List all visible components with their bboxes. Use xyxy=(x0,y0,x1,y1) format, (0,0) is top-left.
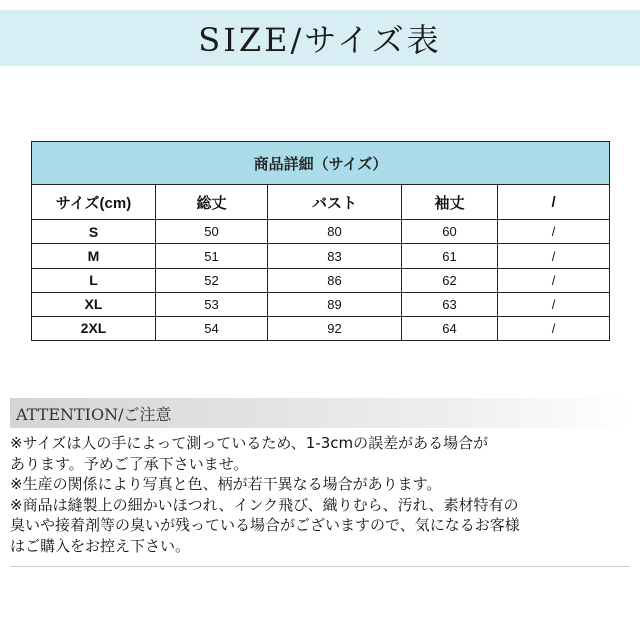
table-cell: 50 xyxy=(156,220,268,244)
note-line: ※生産の関係により写真と色、柄が若干異なる場合があります。 xyxy=(10,475,442,493)
size-cell: S xyxy=(32,220,156,244)
table-cell: 62 xyxy=(402,268,498,292)
note-line: はご購入をお控え下さい。 xyxy=(10,536,191,555)
table-cell: / xyxy=(498,220,610,244)
table-cell: 60 xyxy=(402,220,498,244)
column-header: バスト xyxy=(268,185,402,220)
table-row xyxy=(32,220,610,244)
table-cell: / xyxy=(498,244,610,268)
table-cell: 51 xyxy=(156,244,268,268)
table-cell: 86 xyxy=(268,268,402,292)
table-cell: / xyxy=(498,268,610,292)
attention-notes xyxy=(10,433,635,556)
note-line: ※商品は縫製上の細かいほつれ、インク飛び、織りむら、汚れ、素材特有の xyxy=(10,495,519,514)
size-table xyxy=(31,141,610,341)
page-title: SIZE/サイズ表 xyxy=(198,21,442,59)
table-cell: 89 xyxy=(268,292,402,316)
note-line: あります。予めご了承下さいませ。 xyxy=(10,454,249,473)
table-cell: 80 xyxy=(268,220,402,244)
table-cell: / xyxy=(498,316,610,340)
table-row xyxy=(32,292,610,316)
size-cell: M xyxy=(32,244,156,268)
attention-title: ATTENTION/ご注意 xyxy=(16,404,172,424)
column-header: / xyxy=(498,185,610,220)
size-cell: XL xyxy=(32,292,156,316)
table-cell: / xyxy=(498,292,610,316)
table-caption-row xyxy=(32,142,610,185)
table-row xyxy=(32,268,610,292)
table-cell: 92 xyxy=(268,316,402,340)
table-cell: 83 xyxy=(268,244,402,268)
attention-header xyxy=(10,398,630,428)
table-header-row xyxy=(32,185,610,220)
column-header: サイズ(cm) xyxy=(32,185,156,220)
column-header: 袖丈 xyxy=(402,185,498,220)
table-cell: 52 xyxy=(156,268,268,292)
table-cell: 53 xyxy=(156,292,268,316)
note-line: 臭いや接着剤等の臭いが残っている場合がございますので、気になるお客様 xyxy=(10,516,520,534)
table-cell: 63 xyxy=(402,292,498,316)
title-banner xyxy=(0,10,640,66)
table-caption: 商品詳細（サイズ） xyxy=(32,142,610,185)
size-cell: 2XL xyxy=(32,316,156,340)
column-header: 総丈 xyxy=(156,185,268,220)
note-line: ※サイズは人の手によって測っているため、1-3cmの誤差がある場合が xyxy=(10,434,489,452)
table-row xyxy=(32,316,610,340)
divider xyxy=(10,566,630,567)
table-cell: 64 xyxy=(402,316,498,340)
table-row xyxy=(32,244,610,268)
table-cell: 61 xyxy=(402,244,498,268)
table-cell: 54 xyxy=(156,316,268,340)
size-cell: L xyxy=(32,268,156,292)
